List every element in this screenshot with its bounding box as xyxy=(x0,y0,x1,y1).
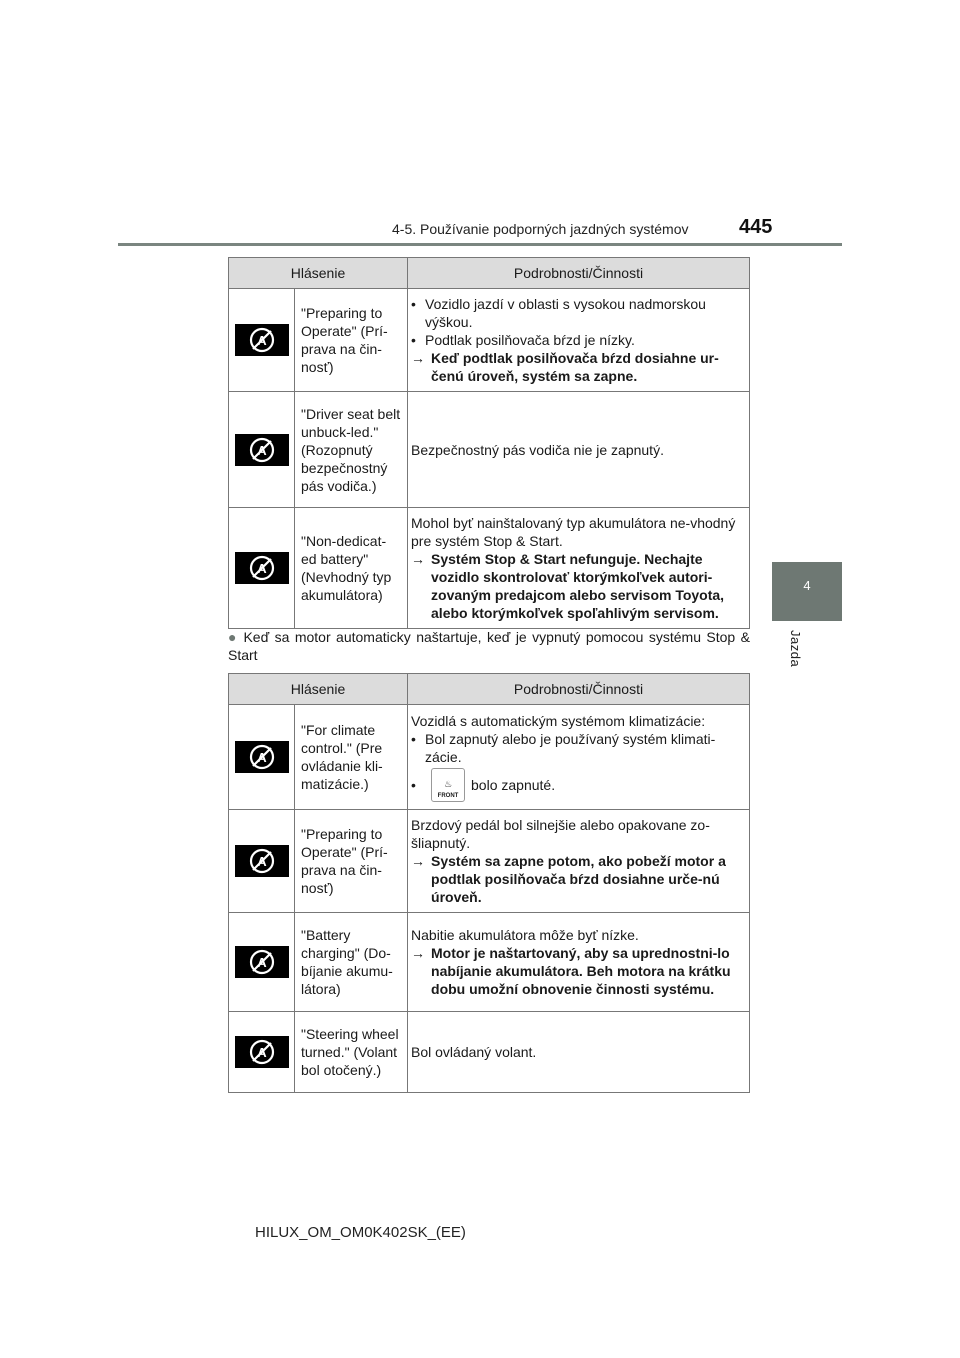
detail-action: Keď podtlak posilňovača bŕzd dosiahne ur-čenú úroveň, systém sa zapne. xyxy=(431,350,719,384)
message-text: "Preparing to Operate" (Prí-prava na čin-nosť) xyxy=(295,810,408,913)
chapter-label: Jazda xyxy=(788,630,803,668)
header-details: Podrobnosti/Činnosti xyxy=(408,674,750,705)
table-header xyxy=(229,674,750,705)
message-text: "Non-dedicat-ed battery" (Nevhodný typ akumulátora) xyxy=(295,508,408,629)
table-row: A "Battery charging" (Do-bíjanie akumu-látora) Nabitie akumulátora môže byť nízke. → Motor je naštartovaný, aby sa uprednostni-lo nabíjanie akumulátora. Beh motora na krátku dobu umožní obnovenie činnosti systému. xyxy=(229,913,750,1012)
header-rule xyxy=(118,243,842,246)
stop-start-off-icon xyxy=(235,324,289,356)
detail-text: Bol ovládaný volant. xyxy=(408,1012,750,1093)
table-row xyxy=(229,392,750,508)
stop-start-off-icon xyxy=(235,946,289,978)
section-title: 4-5. Používanie podporných jazdných systémov xyxy=(392,221,689,237)
detail-action: Systém sa zapne potom, ako pobeží motor a podtlak posilňovača bŕzd dosiahne urče-nú úroveň. xyxy=(431,853,726,905)
detail-text: Vozidlá s automatickým systémom klimatizácie: xyxy=(411,713,706,729)
bullet-paragraph xyxy=(228,628,750,664)
detail-bullet: Bol zapnutý alebo je používaný systém klimati-zácie. xyxy=(425,731,716,765)
stop-start-off-icon xyxy=(235,1036,289,1068)
table-header xyxy=(229,258,750,289)
detail-text: Bezpečnostný pás vodiča nie je zapnutý. xyxy=(408,392,750,508)
table-row: A "For climate control." (Pre ovládanie kli-matizácie.) Vozidlá s automatickým systémom klimatizácie: • Bol zapnutý alebo je používaný systém klimati-zácie. • ♨ FRONT bolo zapnuté. xyxy=(229,705,750,810)
detail-text: Nabitie akumulátora môže byť nízke. xyxy=(411,927,639,943)
stop-start-off-icon xyxy=(235,741,289,773)
detail-text: Mohol byť nainštalovaný typ akumulátora ne-vhodný pre systém Stop & Start. xyxy=(411,515,736,549)
detail-text: Brzdový pedál bol silnejšie alebo opakovane zo-šliapnutý. xyxy=(411,817,710,851)
message-text: "Driver seat belt unbuck-led." (Rozopnutý bezpečnostný pás vodiča.) xyxy=(295,392,408,508)
stop-start-off-icon xyxy=(235,552,289,584)
message-text: "For climate control." (Pre ovládanie kli-matizácie.) xyxy=(295,705,408,810)
svg-text:A: A xyxy=(256,561,267,576)
svg-text:A: A xyxy=(256,442,267,458)
table-row: A "Non-dedicat-ed battery" (Nevhodný typ akumulátora) Mohol byť nainštalovaný typ akumulátora ne-vhodný pre systém Stop & Start. → Systém Stop & Start nefunguje. Nechajte vozidlo skontrolovať ktorýmkoľvek autori-zovaným predajcom alebo servisom Toyota, alebo ktorýmkoľvek spoľahlivým servisom. xyxy=(229,508,750,629)
message-text: "Steering wheel turned." (Volant bol otočený.) xyxy=(295,1012,408,1093)
header-message: Hlásenie xyxy=(229,258,408,289)
stop-start-off-icon xyxy=(235,434,289,466)
bullet-dot-icon: ● xyxy=(228,629,239,645)
detail-text: bolo zapnuté. xyxy=(471,777,556,793)
message-text: "Preparing to Operate" (Prí-prava na čin-nosť) xyxy=(295,289,408,392)
page-number: 445 xyxy=(739,216,773,238)
detail-action: Motor je naštartovaný, aby sa uprednostni-lo nabíjanie akumulátora. Beh motora na krátku dobu umožní obnovenie činnosti systému. xyxy=(431,945,731,997)
bullet-paragraph-text: Keď sa motor automaticky naštartuje, keď je vypnutý pomocou systému Stop & Start xyxy=(228,629,750,663)
svg-text:A: A xyxy=(256,333,267,348)
svg-text:A: A xyxy=(256,854,267,869)
header-details: Podrobnosti/Činnosti xyxy=(408,258,750,289)
document-code: HILUX_OM_OM0K402SK_(EE) xyxy=(255,1224,466,1241)
detail-bullet: Podtlak posilňovača bŕzd je nízky. xyxy=(425,332,635,348)
detail-action: Systém Stop & Start nefunguje. Nechajte vozidlo skontrolovať ktorýmkoľvek autori-zovaným predajcom alebo servisom Toyota, alebo ktorýmkoľvek spoľahlivým servisom. xyxy=(431,551,725,621)
chapter-tab: 4 xyxy=(772,562,842,621)
front-defroster-icon: ♨ FRONT xyxy=(431,768,465,802)
svg-text:A: A xyxy=(256,955,267,970)
table-row: A "Preparing to Operate" (Prí-prava na čin-nosť) • Vozidlo jazdí v oblasti s vysokou nadmorskou výškou. • Podtlak posilňovača bŕzd je nízky. → Keď podtlak posilňovača bŕzd dosiahne ur-čenú úroveň, systém sa zapne. xyxy=(229,289,750,392)
header-message: Hlásenie xyxy=(229,674,408,705)
message-table-2 xyxy=(228,673,750,1093)
table-row: A "Preparing to Operate" (Prí-prava na čin-nosť) Brzdový pedál bol silnejšie alebo opakovane zo-šliapnutý. → Systém sa zapne potom, ako pobeží motor a podtlak posilňovača bŕzd dosiahne urče-nú úroveň. xyxy=(229,810,750,913)
message-table-1 xyxy=(228,257,750,629)
message-text: "Battery charging" (Do-bíjanie akumu-látora) xyxy=(295,913,408,1012)
stop-start-off-icon xyxy=(235,845,289,877)
detail-bullet: Vozidlo jazdí v oblasti s vysokou nadmorskou výškou. xyxy=(425,296,706,330)
svg-text:A: A xyxy=(256,1045,267,1060)
svg-text:A: A xyxy=(256,750,267,765)
table-row xyxy=(229,1012,750,1093)
